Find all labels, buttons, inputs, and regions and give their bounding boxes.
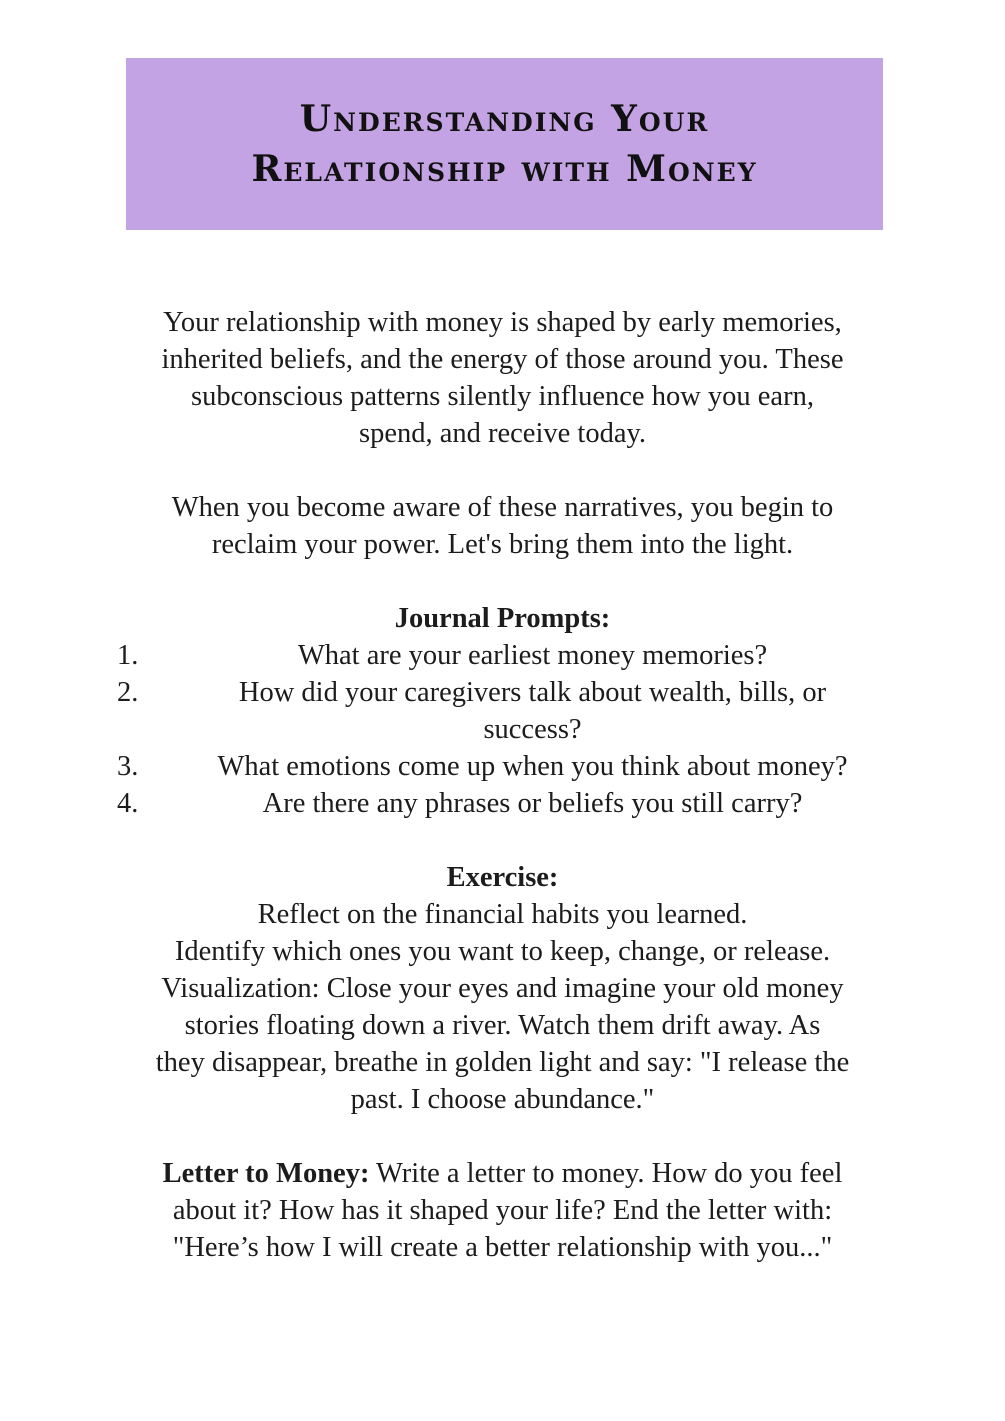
exercise-line: stories floating down a river. Watch them drift away. As: [184, 1010, 821, 1041]
prompt-number: 2.: [117, 677, 139, 708]
intro-line: inherited beliefs, and the energy of those around you. These: [161, 344, 844, 375]
journal-prompt-item: [95, 785, 910, 822]
journal-prompt-item: [95, 674, 910, 748]
page-title-line-1: Understanding Your: [299, 98, 710, 140]
journal-prompts-section: [95, 600, 910, 822]
prompt-text: success?: [483, 714, 582, 745]
letter-first-line-text: Write a letter to money. How do you feel: [369, 1158, 843, 1189]
awareness-line: reclaim your power. Let's bring them into the light.: [211, 529, 794, 560]
journal-prompts-heading: Journal Prompts:: [394, 603, 611, 634]
intro-line: Your relationship with money is shaped by early memories,: [163, 307, 842, 338]
intro-paragraph: [95, 304, 910, 452]
spacer: [95, 822, 910, 859]
intro-line: subconscious patterns silently influence how you earn,: [191, 381, 814, 412]
spacer: [95, 452, 910, 489]
exercise-line: past. I choose abundance.": [350, 1084, 655, 1115]
title-banner: [126, 58, 883, 230]
intro-line: spend, and receive today.: [359, 418, 646, 449]
prompt-text: How did your caregivers talk about wealth, bills, or: [238, 677, 827, 708]
letter-line: "Here’s how I will create a better relationship with you...": [172, 1232, 833, 1263]
exercise-line: Visualization: Close your eyes and imagine your old money: [161, 973, 844, 1004]
journal-prompt-item: [95, 637, 910, 674]
letter-to-money-label: Letter to Money:: [162, 1158, 370, 1189]
letter-to-money-section: [95, 1155, 910, 1266]
letter-line: about it? How has it shaped your life? End the letter with:: [172, 1195, 833, 1226]
exercise-line: they disappear, breathe in golden light and say: "I release the: [155, 1047, 850, 1078]
spacer: [95, 1118, 910, 1155]
prompt-number: 1.: [117, 640, 139, 671]
prompt-text: What are your earliest money memories?: [297, 640, 768, 671]
exercise-line: Reflect on the financial habits you learned.: [257, 899, 748, 930]
awareness-paragraph: [95, 489, 910, 563]
prompt-text: Are there any phrases or beliefs you still carry?: [262, 788, 803, 819]
prompt-text: What emotions come up when you think about money?: [217, 751, 848, 782]
prompt-number: 3.: [117, 751, 139, 782]
exercise-section: [95, 859, 910, 1118]
spacer: [95, 563, 910, 600]
exercise-heading: Exercise:: [446, 862, 559, 893]
page-title-line-2: Relationship with Money: [251, 148, 758, 190]
letter-first-line: [95, 1155, 910, 1192]
exercise-line: Identify which ones you want to keep, change, or release.: [174, 936, 831, 967]
page-body: [95, 304, 910, 1266]
journal-prompt-item: [95, 748, 910, 785]
awareness-line: When you become aware of these narratives, you begin to: [171, 492, 834, 523]
prompt-number: 4.: [117, 788, 139, 819]
